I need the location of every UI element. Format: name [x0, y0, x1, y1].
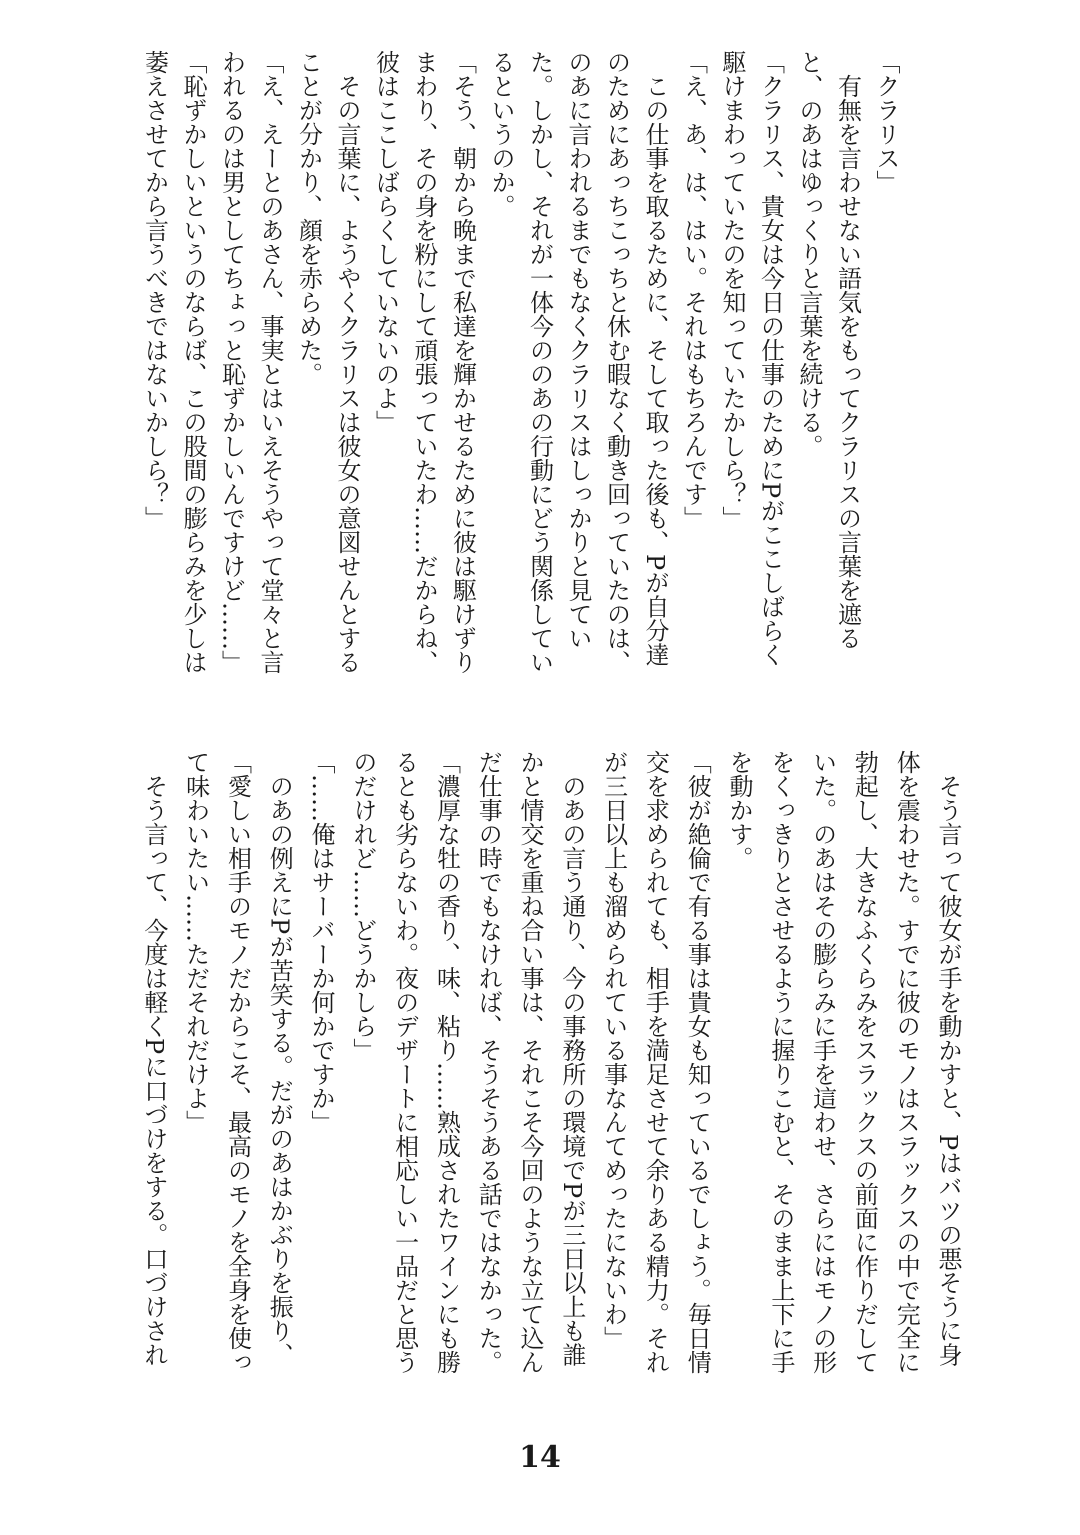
text-column: を動かす。	[725, 750, 754, 870]
text-column: ことが分かり、顔を赤らめた。	[294, 50, 323, 386]
text-column: 体を震わせた。すでに彼のモノはスラックスの中で完全に	[892, 750, 921, 1374]
text-column: 「クラリス、貴女は今日の仕事のためにPがここしばらく	[756, 50, 785, 667]
text-column: 交を求められても、相手を満足させて余りある精力。それ	[641, 750, 670, 1374]
text-column: 「クラリス」	[872, 50, 900, 194]
text-column: そう言って彼女が手を動かすと、Pはバツの悪そうに身	[934, 750, 962, 1367]
text-column: て味わいたい……ただそれだけよ」	[181, 750, 210, 1134]
text-column: 勃起し、大きなふくらみをスラックスの前面に作りだして	[850, 750, 879, 1374]
top-text-block	[135, 50, 905, 674]
text-column: のだけれど……どうかしら」	[348, 750, 377, 1062]
text-column: 「濃厚な牡の香り、味、粘り……熟成されたワインにも勝	[432, 750, 461, 1374]
text-column: われるのは男としてちょっと恥ずかしいんですけど……」	[217, 50, 246, 674]
bottom-text-block	[132, 750, 968, 1374]
text-column: 萎えさせてから言うべきではないかしら？」	[140, 50, 169, 530]
text-column: 「愛しい相手のモノだからこそ、最高のモノを全身を使っ	[223, 750, 252, 1374]
text-column: 「え、あ、は、はい。それはもちろんです」	[679, 50, 708, 530]
text-column: 駆けまわっていたのを知っていたかしら？」	[718, 50, 746, 530]
text-column: まわり、その身を粉にして頑張っていたわ……だからね、	[410, 50, 438, 674]
text-column: だ仕事の時でもなければ、そうそうある話ではなかった。	[474, 750, 503, 1374]
text-column: いた。のあはその膨らみに手を這わせ、さらにはモノの形	[808, 750, 837, 1374]
text-column: この仕事を取るために、そして取った後も、Pが自分達	[641, 50, 669, 667]
text-column: その言葉に、ようやくクラリスは彼女の意図せんとする	[333, 50, 361, 674]
text-column: そう言って、今度は軽くPに口づけをする。口づけされ	[139, 750, 168, 1367]
text-column: が三日以上も溜められている事なんてめったにないわ」	[599, 750, 628, 1350]
text-column: のあの言う通り、今の事務所の環境でPが三日以上も誰	[557, 750, 586, 1367]
text-column: のあの例えにPが苦笑する。だがのあはかぶりを振り、	[265, 750, 294, 1367]
page-number: 14	[519, 1440, 561, 1475]
text-column: のためにあっちこっちと休む暇なく動き回っていたのは、	[602, 50, 631, 674]
text-column: かと情交を重ね合い事は、それこそ今回のような立て込ん	[516, 750, 545, 1374]
text-column: 有無を言わせない語気をもってクラリスの言葉を遮る	[833, 50, 862, 650]
text-column: 「そう、朝から晩まで私達を輝かせるために彼は駆けずり	[448, 50, 477, 674]
text-column: 「恥ずかしいというのならば、この股間の膨らみを少しは	[179, 50, 207, 674]
text-column: るというのか。	[487, 50, 515, 218]
text-column: 「え、えーとのあさん、事実とはいえそうやって堂々と言	[256, 50, 284, 674]
text-column: 彼はここしばらくしていないのよ」	[371, 50, 400, 434]
text-column: をくっきりとさせるように握りこむと、そのまま上下に手	[766, 750, 795, 1374]
text-column: のあに言われるまでもなくクラリスはしっかりと見てい	[564, 50, 592, 650]
text-column: 「……俺はサーバーか何かですか」	[307, 750, 336, 1134]
text-column: るとも劣らないわ。夜のデザートに相応しい一品だと思う	[390, 750, 419, 1374]
text-column: た。しかし、それが一体今ののあの行動にどう関係してい	[525, 50, 554, 674]
text-column: 「彼が絶倫で有る事は貴女も知っているでしょう。毎日情	[683, 750, 712, 1374]
text-column: と、のあはゆっくりと言葉を続ける。	[795, 50, 823, 458]
